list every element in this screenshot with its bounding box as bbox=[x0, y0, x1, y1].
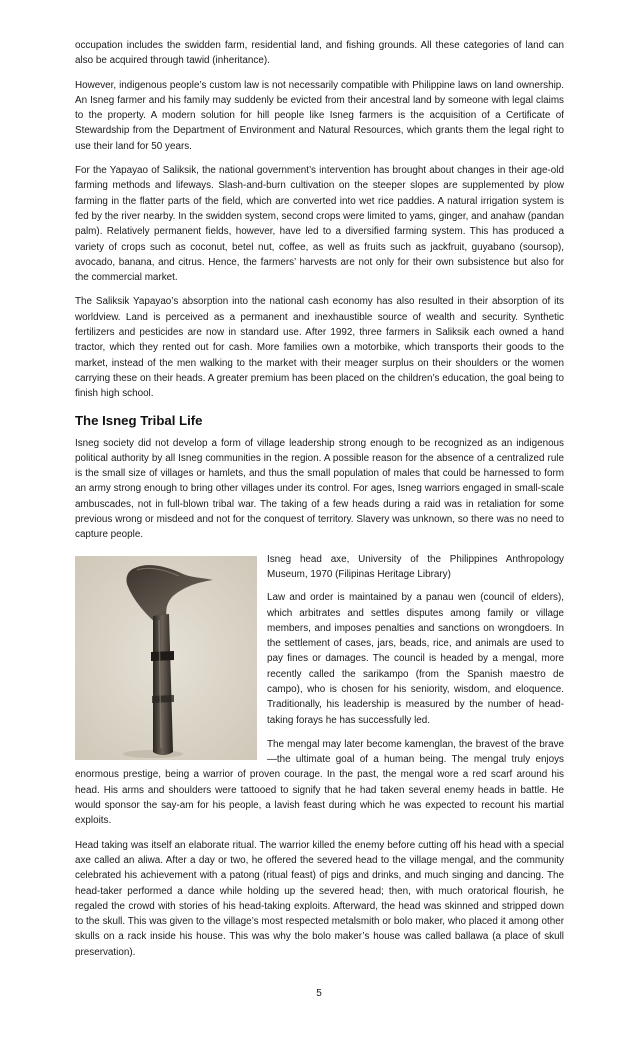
paragraph: For the Yapayao of Saliksik, the national government’s intervention has brought about changes in their age-old farming methods and lifeways. Slash-and-burn cultivation on the steeper slopes are supplemented by plow farming in the flatter parts of the field, which are converted into wet rice paddies. A natural irrigation system is fed by the river nearby. In the swidden system, second crops were limited to yams, ginger, and anahaw (pandan palm). Relatively permanent fields, however, have led to a diversified farming system. This has produced a variety of crops such as coconut, betel nut, coffee, as well as fruits such as jackfruit, guyabano (soursop), avocado, banana, and citrus. Hence, the farmers’ harvests are not only for their own subsistence but also for the commercial market. bbox=[75, 165, 564, 284]
paragraph: The mengal may later become kamenglan, the bravest of the brave—the ultimate goal of a human being. The mengal truly enjoys enormous prestige, being a warrior of proven courage. In the past, the mengal wore a red scarf around his head. His arms and shoulders were tattooed to signify that he had taken several enemy heads in battle. He would sponsor the say-am for his people, a lavish feast during which he was expected to recount his martial exploits. bbox=[75, 738, 564, 827]
paragraph: occupation includes the swidden farm, residential land, and fishing grounds. All these categories of land can also be acquired through tawid (inheritance). bbox=[75, 40, 564, 67]
paragraph: However, indigenous people’s custom law is not necessarily compatible with Philippine laws on land ownership. An Isneg farmer and his family may suddenly be evicted from their ancestral land by someone with legal claims to the property. A modern solution for hill people like Isneg farmers is the acquisition of a Certificate of Stewardship from the Department of Environment and Natural Resources, which grants them the legal right to use their land for 50 years. bbox=[75, 79, 564, 152]
paragraph: Law and order is maintained by a panau wen (council of elders), which arbitrates and settles disputes among family or village members, and imposes penalties and sanctions on wrongdoers. In the settlement of cases, jars, beads, rice, and animals are used to pay fines or damages. The council is headed by a mengal, more recently called the sarikampo (from the Spanish maestro de campo), who is chosen for his seniority, wisdom, and eloquence. Traditionally, his leadership is measured by the number of head-taking forays he has successfully led. bbox=[267, 592, 564, 726]
text-column bbox=[75, 38, 564, 969]
head-axe-illustration bbox=[75, 556, 257, 760]
head-axe-photo bbox=[75, 556, 257, 760]
figure-caption: Isneg head axe, University of the Philippines Anthropology Museum, 1970 (Filipinas Heritage Library) bbox=[267, 553, 564, 580]
section-heading: The Isneg Tribal Life bbox=[75, 412, 203, 428]
page-number: 5 bbox=[316, 988, 322, 999]
paragraph: The Saliksik Yapayao’s absorption into the national cash economy has also resulted in their absorption of its worldview. Land is perceived as a permanent and inexhaustible source of wealth and security. Synthetic fertilizers and pesticides are now in standard use. After 1992, three farmers in Saliksik each owned a hand tractor, which they rented out for cash. More families own a motorbike, which transports their goods to the market, instead of the men walking to the market with their meager surplus on their shoulders or the women carrying these on their heads. A greater premium has been placed on the children’s education, the goal being to finish high school. bbox=[75, 296, 564, 400]
paragraph: Isneg society did not develop a form of village leadership strong enough to be recognized as an indigenous political authority by all Isneg communities in the region. A possible reason for the absence of a centralized rule is the small size of villages or hamlets, and thus the small population of males that could be harnessed to form an army strong enough to bring other villages under its control. For ages, Isneg warriors engaged in small-scale ambuscades, not in full-blown tribal war. The taking of a few heads during a raid was in retaliation for some previous wrong or misdeed and not for the conquest of territory. Slavery was unknown, so there was no need to capture people. bbox=[75, 437, 564, 541]
paragraph: Head taking was itself an elaborate ritual. The warrior killed the enemy before cutting off his head with a special axe called an aliwa. After a day or two, he offered the severed head to the village mengal, and the community celebrated his achievement with a patong (ritual feast) of pigs and drinks, and much singing and dancing. The head-taker performed a dance while holding up the severed head; then, with much oratorical flourish, he regaled the crowd with stories of his head-taking exploits. Afterward, the head was skinned and stripped down to the skull. This was given to the village’s most respected metalsmith or bolo maker, who placed it among other skulls on a rack inside his house. This was why the bolo maker’s house was called ballawa (a place of skull preservation). bbox=[75, 839, 564, 958]
